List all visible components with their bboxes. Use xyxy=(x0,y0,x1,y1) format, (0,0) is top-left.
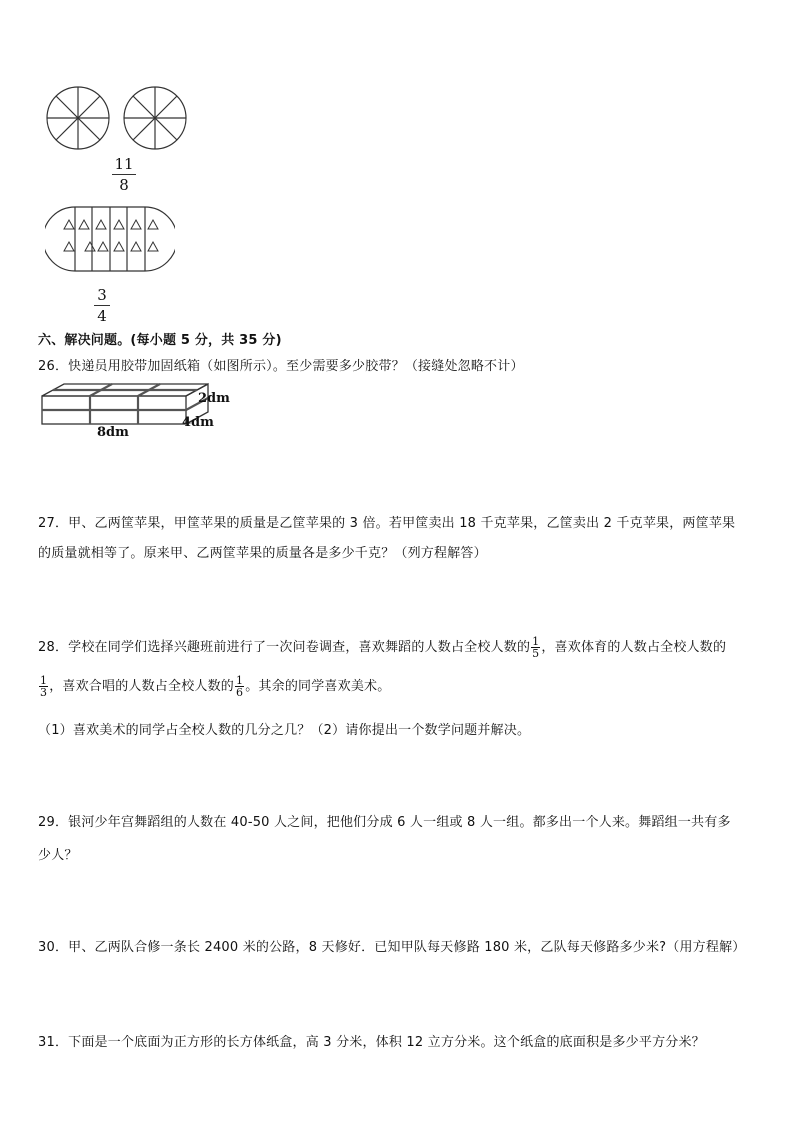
q28-fraction-3: $\frac{1}{6}$ xyxy=(236,674,244,699)
question-28-line-1 xyxy=(38,636,726,659)
question-29-line-1: 29．银河少年宫舞蹈组的人数在 40-50 人之间，把他们分成 6 人一组或 8 人一组。都多出一个人来。舞蹈组一共有多 xyxy=(38,815,731,830)
box-depth-label: 4dm xyxy=(182,415,214,430)
circle-left xyxy=(47,87,109,149)
circle-right xyxy=(124,87,186,149)
q28-fraction-2: $\frac{1}{3}$ xyxy=(40,674,48,699)
fraction-label-1 xyxy=(112,155,136,194)
question-31: 31．下面是一个底面为正方形的长方体纸盒，高 3 分米，体积 12 立方分米。这个纸盒的底面积是多少平方分米？ xyxy=(38,1035,705,1050)
question-27-line-2: 的质量就相等了。原来甲、乙两筐苹果的质量各是多少千克？（列方程解答） xyxy=(38,546,487,561)
question-30: 30．甲、乙两队合修一条长 2400 米的公路，8 天修好．已知甲队每天修路 180 米，乙队每天修路多少米?（用方程解） xyxy=(38,940,746,955)
q28-text-a: 28．学校在同学们选择兴趣班前进行了一次问卷调查，喜欢舞蹈的人数占全校人数的 xyxy=(38,640,531,655)
question-26: 26．快递员用胶带加固纸箱（如图所示）。至少需要多少胶带？（接缝处忽略不计） xyxy=(38,359,524,374)
circles-figure xyxy=(40,80,200,160)
question-29-line-2: 少人？ xyxy=(38,848,78,863)
box-length-label: 8dm xyxy=(97,425,129,440)
fraction-denominator: 8 xyxy=(119,176,129,194)
fraction-numerator: 3 xyxy=(97,286,107,304)
fraction-denominator: 4 xyxy=(97,307,107,325)
section-title: 六、解决问题。(每小题 5 分，共 35 分) xyxy=(38,333,282,348)
q28-fraction-1: $\frac{1}{5}$ xyxy=(532,635,540,660)
q28-text-d: 。其余的同学喜欢美术。 xyxy=(245,679,391,694)
fraction-label-2 xyxy=(94,286,110,325)
question-28-subquestions: （1）喜欢美术的同学占全校人数的几分之几？（2）请你提出一个数学问题并解决。 xyxy=(38,723,531,738)
question-27-line-1: 27．甲、乙两筐苹果，甲筐苹果的质量是乙筐苹果的 3 倍。若甲筐卖出 18 千克苹果，乙筐卖出 2 千克苹果，两筐苹果 xyxy=(38,516,736,531)
question-28-line-2 xyxy=(38,675,390,698)
triangle-stadium-figure xyxy=(45,205,175,275)
triangle-icons xyxy=(64,220,158,251)
box-height-label: 2dm xyxy=(198,391,230,406)
fraction-numerator: 11 xyxy=(114,155,134,173)
q28-text-c: ，喜欢合唱的人数占全校人数的 xyxy=(49,679,235,694)
q28-text-b: ，喜欢体育的人数占全校人数的 xyxy=(541,640,727,655)
